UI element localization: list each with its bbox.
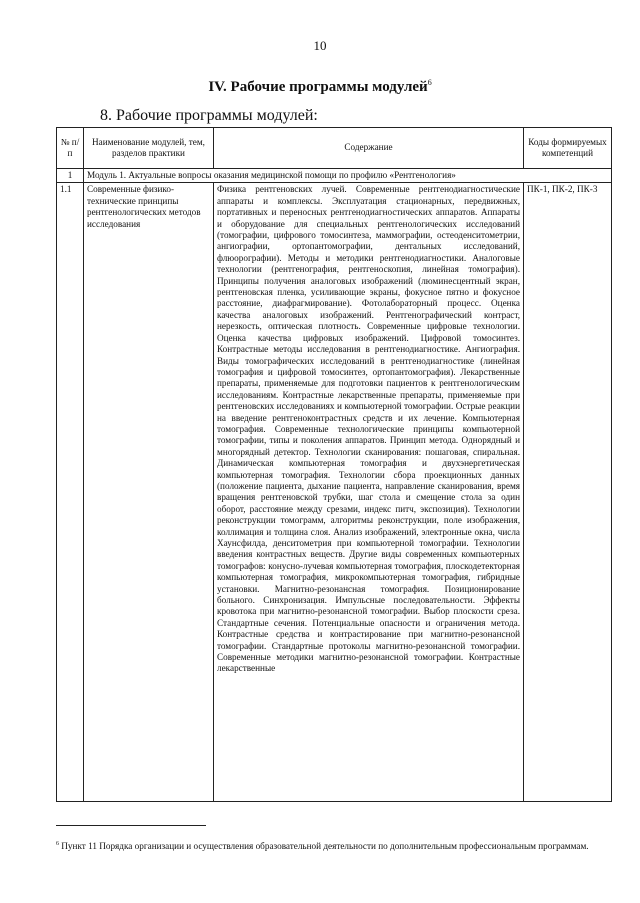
row-codes: ПК-1, ПК-2, ПК-3 bbox=[524, 183, 612, 802]
row-num: 1.1 bbox=[57, 183, 84, 802]
header-codes: Коды формируемых компетенций bbox=[524, 128, 612, 169]
footnote-divider bbox=[56, 825, 206, 826]
header-num: № п/п bbox=[57, 128, 84, 169]
page-number: 10 bbox=[313, 38, 327, 53]
table-header-row bbox=[57, 128, 612, 169]
module-title: Модуль 1. Актуальные вопросы оказания медицинской помощи по профилю «Рентгенология» bbox=[84, 169, 612, 183]
footnote-text: Пункт 11 Порядка организации и осуществления образовательной деятельности по дополнительным профессиональным программам. bbox=[61, 841, 589, 852]
section-title bbox=[0, 78, 640, 96]
row-name: Современные физико-технические принципы рентгенологических методов исследования bbox=[84, 183, 214, 802]
header-content: Содержание bbox=[214, 128, 524, 169]
work-program-table bbox=[56, 127, 612, 802]
module-row bbox=[57, 169, 612, 183]
header-name: Наименование модулей, тем, разделов практики bbox=[84, 128, 214, 169]
module-num: 1 bbox=[57, 169, 84, 183]
footnote-mark: 6 bbox=[56, 841, 59, 847]
row-content: Физика рентгеновских лучей. Современные рентгенодиагностические аппараты и комплексы. Эксплуатация стационарных, передвижных, портативных и переносных рентгенодиагностических аппаратов. Аппараты и оборудование для специальных рентгенологических исследований (томографии, цифрового томосинтеза, маммографии, остеоденситометрии, ангиографии, ортопантомографии, дентальных исследований, флюорографии). Методы и методики рентгенодиагностики. Аналоговые технологии (рентгенография, рентгеноскопия, линейная томография). Принципы получения аналоговых изображений (люминесцентный экран, рентгеновская пленка, усиливающие экраны, фокусное пятно и фокусное расстояние, диафрагмирование). Фотолабораторный процесс. Оценка качества аналоговых изображений. Рентгенографический контраст, нерезкость, оптическая плотность. Современные цифровые технологии. Оценка качества цифровых изображений. Цифровой томосинтез. Контрастные методы исследования в рентгенодиагностике. Ангиография. Виды томографических исследований в рентгенодиагностике (линейная томография и цифровой томосинтез, ортопантомография). Лекарственные препараты, применяемые для подготовки пациентов к рентгенологическим исследованиям. Контрастные лекарственные препараты, применяемые при рентгеновских исследованиях и компьютерной томографии. Острые реакции на введение рентгеноконтрастных средств и их лечение. Компьютерная томография. Современные технологические принципы компьютерной томографии, типы и поколения аппаратов. Принцип метода. Однорядный и многорядный детектор. Технологии сканирования: пошаговая, спиральная. Динамическая компьютерная томография и двухэнергетическая компьютерная томография. Технологии сбора проекционных данных (положение пациента, дыхание пациента, направление сканирования, время вращения рентгеновской трубки, шаг стола и смещение стола за один оборот, расстояние между срезами, индекс питч, экспозиция). Технологии реконструкции томограмм, алгоритмы реконструкции, поле изображения, коллимация и толщина слоя. Анализ изображений, электронные окна, числа Хаунсфилда, денситометрия при компьютерной томографии. Технологии введения контрастных веществ. Другие виды современных компьютерных томографов: конусно-лучевая компьютерная томография, плоскодетекторная компьютерная томография, микрокомпьютерная томография, гибридные установки. Магнитно-резонансная томография. Позиционирование больного. Синхронизация. Импульсные последовательности. Эффекты кровотока при магнитно-резонансной томографии. Выбор плоскости среза. Стандартные сечения. Потенциальные опасности и ограничения метода. Контрастные средства и контрастирование при магнитно-резонансной томографии. Стандартные протоколы магнитно-резонансной томографии. Современные методики магнитно-резонансной томографии. Контрастные лекарственные bbox=[214, 183, 524, 802]
table-row bbox=[57, 183, 612, 802]
footnote-reference[interactable]: 6 bbox=[427, 78, 432, 87]
subsection-title: 8. Рабочие программы модулей: bbox=[100, 107, 318, 124]
footnote bbox=[56, 838, 611, 852]
section-title-text: IV. Рабочие программы модулей bbox=[208, 79, 428, 95]
